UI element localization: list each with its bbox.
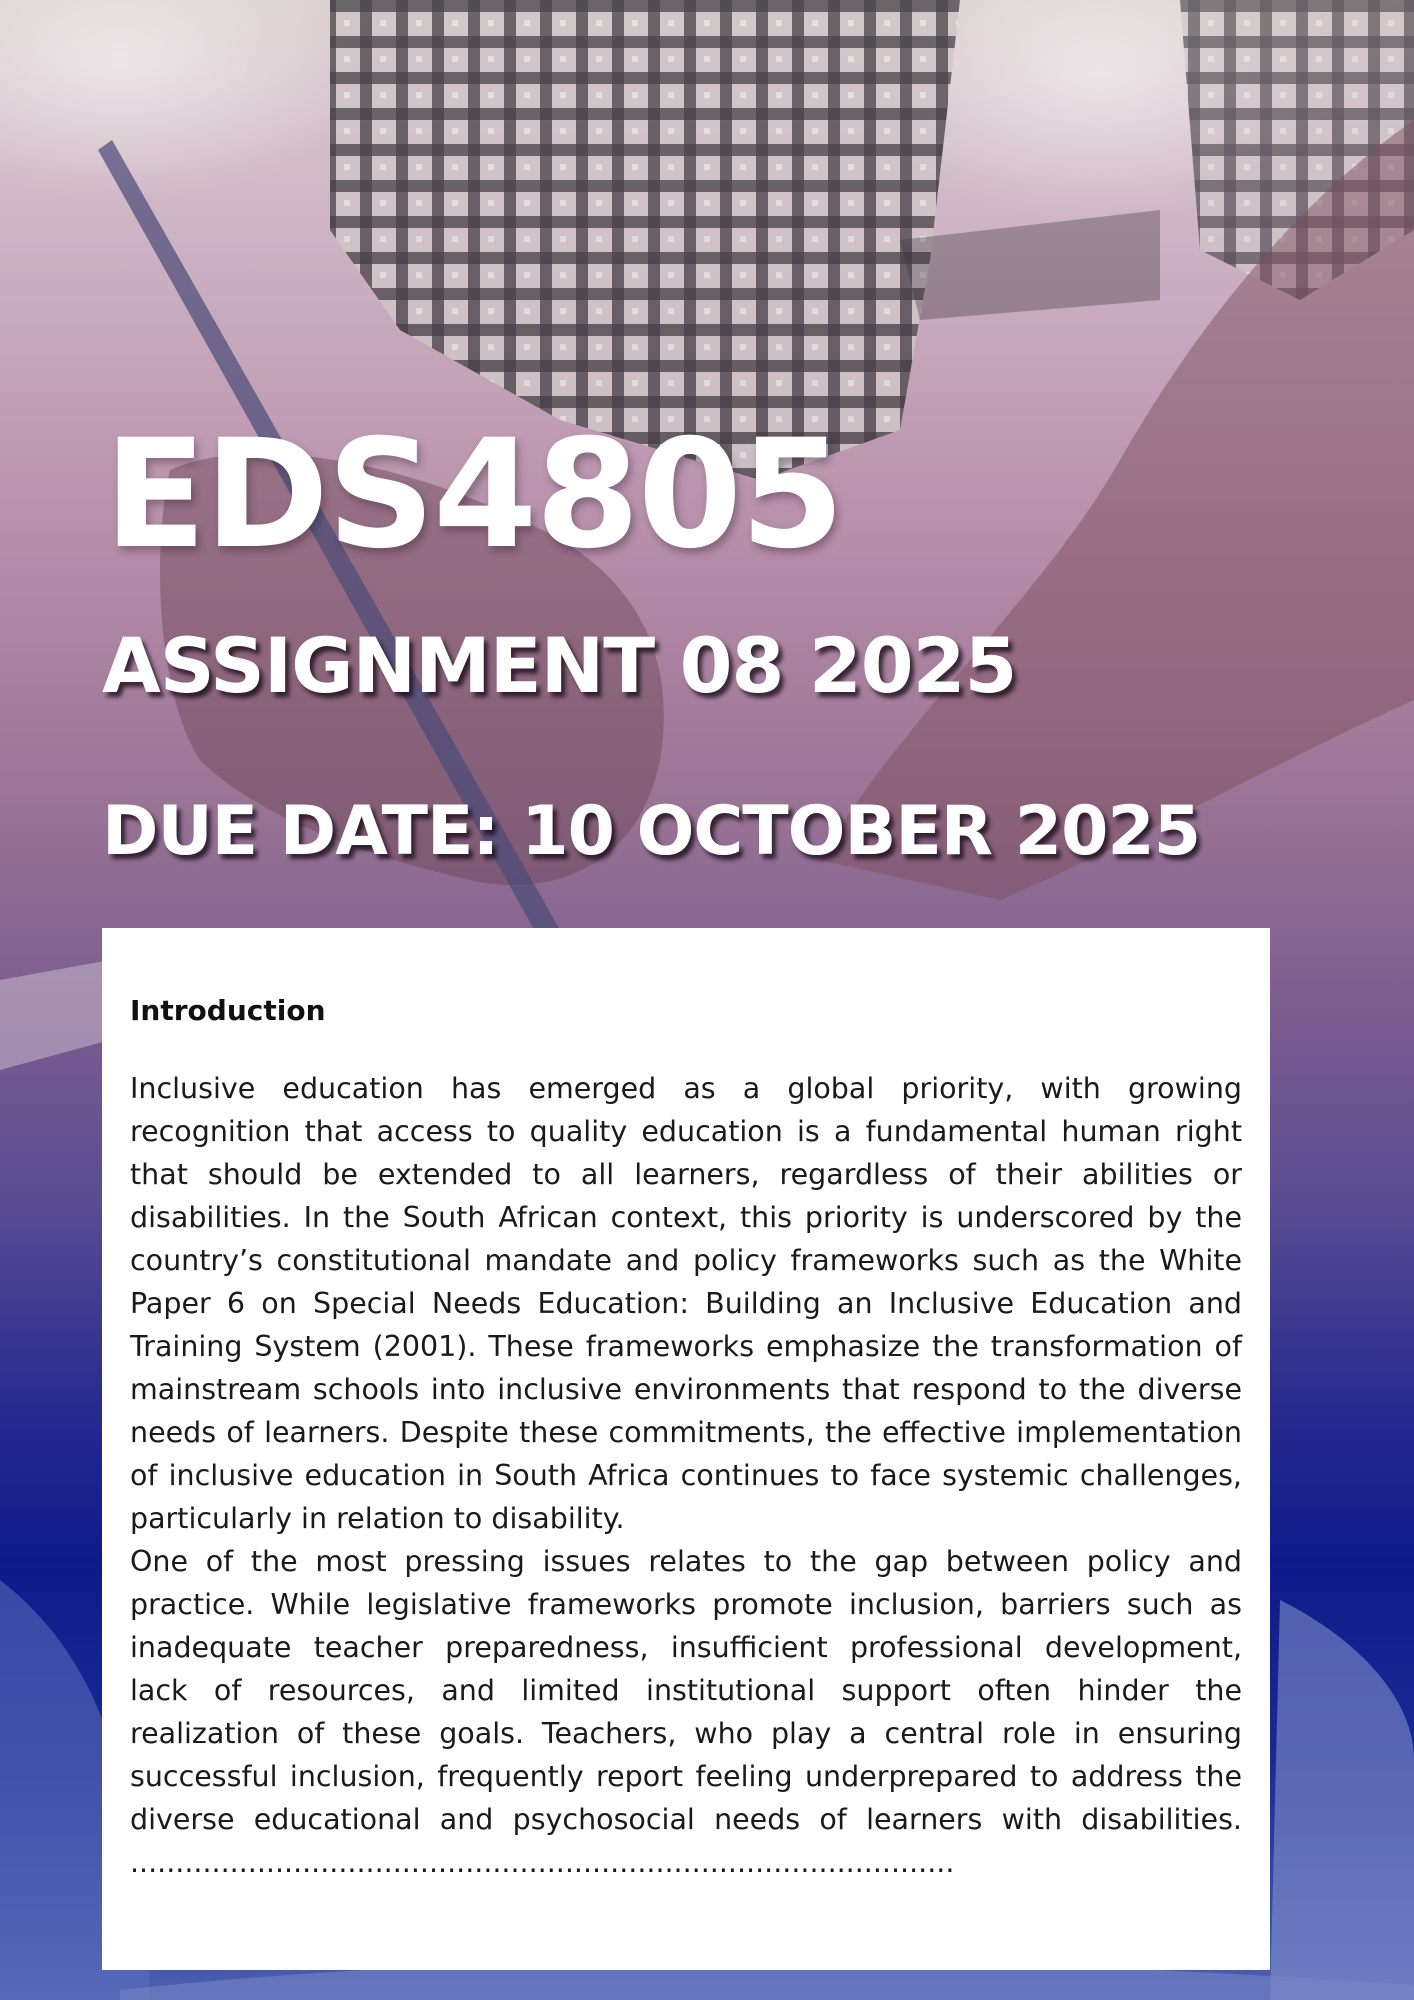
section-heading: Introduction xyxy=(130,994,326,1027)
content-panel xyxy=(102,928,1270,1970)
due-date: DUE DATE: 10 OCTOBER 2025 xyxy=(102,792,1201,871)
paragraph: Inclusive education has emerged as a global priority, with growing recognition that access to quality education is a fundamental human right that should be extended to all learners, regardless of their abilities or disabilities. In the South African context, this priority is underscored by the country’s constitutional mandate and policy frameworks such as the White Paper 6 on Special Needs Education: Building an Inclusive Education and Training System (2001). These frameworks emphasize the transformation of mainstream schools into inclusive environments that respond to the diverse needs of learners. Despite these commitments, the effective implementation of inclusive education in South Africa continues to face systemic challenges, particularly in relation to disability. xyxy=(130,1072,1242,1535)
assignment-title: ASSIGNMENT 08 2025 xyxy=(102,621,1017,710)
paragraph: One of the most pressing issues relates to the gap between policy and practice. While legislative frameworks promote inclusion, barriers such as inadequate teacher preparedness, insufficient professional development, lack of resources, and limited institutional support often hinder the realization of these goals. Teachers, who play a central role in ensuring successful inclusion, frequently report feeling underprepared to address the diverse educational and psychosocial needs of learners with disabilities. ........................................................................................... xyxy=(130,1545,1242,1879)
course-code: EDS4805 xyxy=(104,408,843,582)
